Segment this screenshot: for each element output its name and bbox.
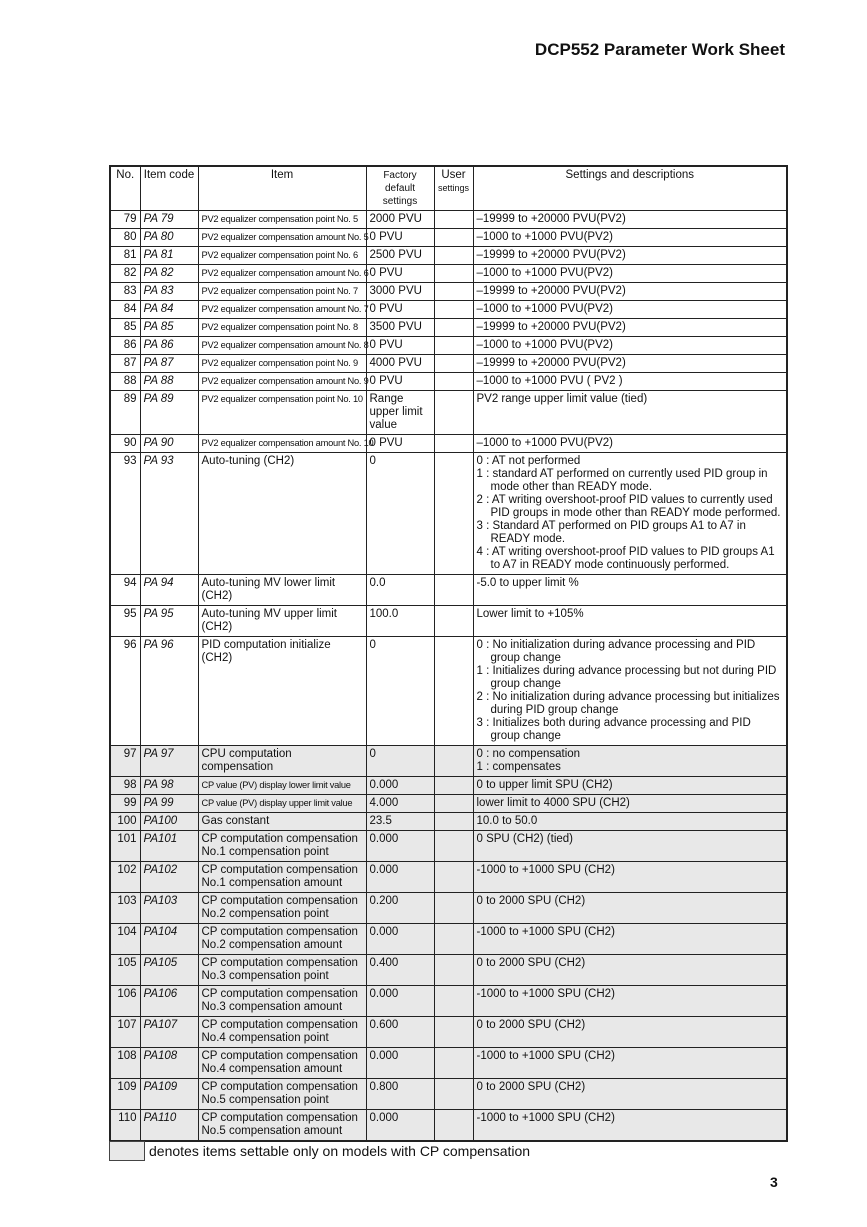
row-factory-default: 0 [366, 637, 434, 746]
row-factory-default: 0 PVU [366, 301, 434, 319]
row-factory-default: 0.000 [366, 924, 434, 955]
settings-line: –19999 to +20000 PVU(PV2) [476, 213, 626, 225]
table-row [110, 355, 787, 373]
row-settings-description [473, 831, 787, 862]
settings-line: –1000 to +1000 PVU(PV2) [476, 267, 613, 279]
row-factory-default: 0.000 [366, 1048, 434, 1079]
row-number: 108 [110, 1048, 140, 1079]
settings-line: 0 : no compensation [476, 748, 581, 760]
row-number: 98 [110, 777, 140, 795]
row-factory-default: 3000 PVU [366, 283, 434, 301]
settings-line: PV2 range upper limit value (tied) [476, 393, 648, 405]
settings-line: –1000 to +1000 PVU ( PV2 ) [476, 375, 623, 387]
table-row [110, 777, 787, 795]
legend-swatch [109, 1141, 145, 1161]
row-item-name: PV2 equalizer compensation point No. 6 [198, 247, 366, 265]
settings-line: 2 : AT writing overshoot-proof PID values to currently used PID groups in mode other than READY mode performed. [476, 494, 781, 519]
row-item-name: Auto-tuning (CH2) [198, 453, 366, 575]
row-item-code: PA101 [140, 831, 198, 862]
row-number: 81 [110, 247, 140, 265]
row-number: 84 [110, 301, 140, 319]
row-factory-default: 0 [366, 453, 434, 575]
page-title: DCP552 Parameter Work Sheet [534, 40, 785, 59]
settings-line: 1 : standard AT performed on currently used PID group in mode other than READY mode. [476, 468, 768, 493]
row-number: 106 [110, 986, 140, 1017]
row-factory-default: 0 PVU [366, 265, 434, 283]
table-row [110, 831, 787, 862]
table-row [110, 319, 787, 337]
table-row [110, 211, 787, 229]
table-row [110, 575, 787, 606]
page-number: 3 [770, 1174, 778, 1190]
header-settings-descriptions: Settings and descriptions [473, 166, 787, 211]
row-settings-description [473, 606, 787, 637]
table-row [110, 1017, 787, 1048]
row-number: 100 [110, 813, 140, 831]
row-item-name: Auto-tuning MV lower limit (CH2) [198, 575, 366, 606]
settings-line: 0 to 2000 SPU (CH2) [476, 957, 586, 969]
header-user-word: User [441, 169, 466, 181]
row-number: 94 [110, 575, 140, 606]
row-user-setting-field[interactable] [434, 606, 473, 637]
row-settings-description [473, 247, 787, 265]
row-factory-default: 100.0 [366, 606, 434, 637]
row-number: 96 [110, 637, 140, 746]
row-item-name: PV2 equalizer compensation amount No. 5 [198, 229, 366, 247]
row-factory-default: 0 PVU [366, 337, 434, 355]
settings-line: -1000 to +1000 SPU (CH2) [476, 926, 615, 938]
header-factory-default: Factory default settings [366, 166, 434, 211]
row-factory-default: 0 PVU [366, 373, 434, 391]
row-user-setting-field[interactable] [434, 283, 473, 301]
row-user-setting-field[interactable] [434, 301, 473, 319]
row-settings-description [473, 355, 787, 373]
row-item-code: PA 95 [140, 606, 198, 637]
row-settings-description [473, 1048, 787, 1079]
row-item-code: PA109 [140, 1079, 198, 1110]
row-settings-description [473, 211, 787, 229]
row-number: 79 [110, 211, 140, 229]
table-row [110, 746, 787, 777]
row-item-name: CP value (PV) display upper limit value [198, 795, 366, 813]
header-no: No. [110, 166, 140, 211]
row-user-setting-field[interactable] [434, 955, 473, 986]
row-user-setting-field[interactable] [434, 1079, 473, 1110]
row-settings-description [473, 862, 787, 893]
row-item-code: PA106 [140, 986, 198, 1017]
row-number: 90 [110, 435, 140, 453]
row-item-name: CPU computation compensation [198, 746, 366, 777]
row-user-setting-field[interactable] [434, 893, 473, 924]
row-factory-default: 0 [366, 746, 434, 777]
row-user-setting-field[interactable] [434, 831, 473, 862]
row-user-setting-field[interactable] [434, 924, 473, 955]
row-factory-default: 0 PVU [366, 229, 434, 247]
table-body [110, 211, 787, 1142]
row-item-code: PA104 [140, 924, 198, 955]
row-number: 87 [110, 355, 140, 373]
row-settings-description [473, 986, 787, 1017]
header-user-settings-label [438, 169, 469, 194]
row-item-name: PV2 equalizer compensation amount No. 8 [198, 337, 366, 355]
row-user-setting-field[interactable] [434, 795, 473, 813]
row-user-setting-field[interactable] [434, 777, 473, 795]
row-item-code: PA 94 [140, 575, 198, 606]
row-item-name: Gas constant [198, 813, 366, 831]
row-factory-default: 0.800 [366, 1079, 434, 1110]
row-number: 80 [110, 229, 140, 247]
settings-line: 0 to upper limit SPU (CH2) [476, 779, 613, 791]
table-row [110, 301, 787, 319]
row-item-name: PID computation initialize (CH2) [198, 637, 366, 746]
table-header-row [110, 166, 787, 211]
settings-line: 1 : Initializes during advance processing but not during PID group change [476, 665, 777, 690]
row-number: 103 [110, 893, 140, 924]
settings-line: -5.0 to upper limit % [476, 577, 579, 589]
row-settings-description [473, 777, 787, 795]
row-factory-default: 23.5 [366, 813, 434, 831]
settings-line: –1000 to +1000 PVU(PV2) [476, 303, 613, 315]
settings-line: 10.0 to 50.0 [476, 815, 538, 827]
table-row [110, 924, 787, 955]
row-item-name: PV2 equalizer compensation point No. 8 [198, 319, 366, 337]
parameter-table [109, 165, 788, 1142]
row-item-name: CP computation compensation No.4 compensation amount [198, 1048, 366, 1079]
row-item-name: PV2 equalizer compensation point No. 5 [198, 211, 366, 229]
row-user-setting-field[interactable] [434, 355, 473, 373]
row-factory-default: 0 PVU [366, 435, 434, 453]
row-factory-default: 0.600 [366, 1017, 434, 1048]
row-number: 109 [110, 1079, 140, 1110]
settings-line: –19999 to +20000 PVU(PV2) [476, 285, 626, 297]
table-row [110, 862, 787, 893]
row-user-setting-field[interactable] [434, 391, 473, 435]
settings-line: 0 SPU (CH2) (tied) [476, 833, 573, 845]
row-item-name: CP computation compensation No.5 compensation point [198, 1079, 366, 1110]
row-item-code: PA 99 [140, 795, 198, 813]
table-row [110, 435, 787, 453]
settings-line: Lower limit to +105% [476, 608, 584, 620]
row-user-setting-field[interactable] [434, 453, 473, 575]
row-number: 101 [110, 831, 140, 862]
row-item-code: PA 80 [140, 229, 198, 247]
table-row [110, 373, 787, 391]
table-row [110, 813, 787, 831]
row-settings-description [473, 373, 787, 391]
row-item-code: PA 96 [140, 637, 198, 746]
row-user-setting-field[interactable] [434, 247, 473, 265]
row-number: 95 [110, 606, 140, 637]
row-item-code: PA 90 [140, 435, 198, 453]
settings-line: -1000 to +1000 SPU (CH2) [476, 1112, 615, 1124]
row-item-name: Auto-tuning MV upper limit (CH2) [198, 606, 366, 637]
table-row [110, 606, 787, 637]
row-factory-default: 0.000 [366, 777, 434, 795]
row-item-name: CP computation compensation No.3 compensation point [198, 955, 366, 986]
row-item-code: PA 83 [140, 283, 198, 301]
row-number: 83 [110, 283, 140, 301]
row-item-code: PA108 [140, 1048, 198, 1079]
row-item-name: CP computation compensation No.2 compensation amount [198, 924, 366, 955]
row-user-setting-field[interactable] [434, 373, 473, 391]
row-settings-description [473, 435, 787, 453]
row-settings-description [473, 924, 787, 955]
row-item-code: PA 86 [140, 337, 198, 355]
row-user-setting-field[interactable] [434, 229, 473, 247]
row-factory-default: 0.400 [366, 955, 434, 986]
settings-line: 0 to 2000 SPU (CH2) [476, 895, 586, 907]
table-row [110, 391, 787, 435]
table-row [110, 229, 787, 247]
row-factory-default: 0.000 [366, 831, 434, 862]
table-row [110, 795, 787, 813]
row-settings-description [473, 813, 787, 831]
row-user-setting-field[interactable] [434, 746, 473, 777]
table-row [110, 1110, 787, 1142]
row-number: 102 [110, 862, 140, 893]
row-number: 105 [110, 955, 140, 986]
table-row [110, 247, 787, 265]
row-number: 89 [110, 391, 140, 435]
settings-line: –1000 to +1000 PVU(PV2) [476, 339, 613, 351]
settings-line: –19999 to +20000 PVU(PV2) [476, 321, 626, 333]
row-settings-description [473, 1110, 787, 1142]
row-item-name: PV2 equalizer compensation amount No. 7 [198, 301, 366, 319]
settings-line: 1 : compensates [476, 761, 561, 773]
settings-line: –1000 to +1000 PVU(PV2) [476, 437, 613, 449]
row-item-code: PA100 [140, 813, 198, 831]
row-item-code: PA105 [140, 955, 198, 986]
row-item-code: PA 88 [140, 373, 198, 391]
row-factory-default: 3500 PVU [366, 319, 434, 337]
row-item-name: CP computation compensation No.2 compensation point [198, 893, 366, 924]
row-item-name: CP computation compensation No.1 compensation point [198, 831, 366, 862]
row-settings-description [473, 301, 787, 319]
row-settings-description [473, 229, 787, 247]
row-number: 104 [110, 924, 140, 955]
table-row [110, 955, 787, 986]
row-item-code: PA110 [140, 1110, 198, 1142]
row-user-setting-field[interactable] [434, 813, 473, 831]
row-number: 110 [110, 1110, 140, 1142]
row-user-setting-field[interactable] [434, 637, 473, 746]
row-user-setting-field[interactable] [434, 575, 473, 606]
row-user-setting-field[interactable] [434, 986, 473, 1017]
row-settings-description [473, 391, 787, 435]
row-settings-description [473, 265, 787, 283]
table-row [110, 637, 787, 746]
header-item: Item [198, 166, 366, 211]
row-item-name: CP computation compensation No.5 compensation amount [198, 1110, 366, 1142]
legend-text: denotes items settable only on models with CP compensation [149, 1143, 531, 1159]
row-item-code: PA 84 [140, 301, 198, 319]
row-number: 99 [110, 795, 140, 813]
row-factory-default: 4000 PVU [366, 355, 434, 373]
row-user-setting-field[interactable] [434, 211, 473, 229]
row-settings-description [473, 893, 787, 924]
row-settings-description [473, 337, 787, 355]
row-number: 86 [110, 337, 140, 355]
row-number: 88 [110, 373, 140, 391]
settings-line: –19999 to +20000 PVU(PV2) [476, 357, 626, 369]
row-item-name: PV2 equalizer compensation amount No. 10 [198, 435, 366, 453]
settings-line: 3 : Initializes both during advance processing and PID group change [476, 717, 751, 742]
table-row [110, 453, 787, 575]
settings-line: –1000 to +1000 PVU(PV2) [476, 231, 613, 243]
row-settings-description [473, 575, 787, 606]
row-item-code: PA 98 [140, 777, 198, 795]
row-item-name: PV2 equalizer compensation amount No. 6 [198, 265, 366, 283]
row-item-code: PA 87 [140, 355, 198, 373]
row-item-code: PA 97 [140, 746, 198, 777]
row-settings-description [473, 1017, 787, 1048]
row-factory-default: 0.0 [366, 575, 434, 606]
row-user-setting-field[interactable] [434, 1017, 473, 1048]
row-item-code: PA 93 [140, 453, 198, 575]
row-factory-default: 4.000 [366, 795, 434, 813]
settings-line: –19999 to +20000 PVU(PV2) [476, 249, 626, 261]
settings-line: -1000 to +1000 SPU (CH2) [476, 1050, 615, 1062]
row-item-name: CP computation compensation No.3 compensation amount [198, 986, 366, 1017]
row-number: 82 [110, 265, 140, 283]
row-user-setting-field[interactable] [434, 265, 473, 283]
row-item-code: PA 81 [140, 247, 198, 265]
header-item-code: Item code [140, 166, 198, 211]
row-settings-description [473, 319, 787, 337]
table-row [110, 893, 787, 924]
header-user-settings [434, 166, 473, 211]
table-row [110, 283, 787, 301]
row-item-name: PV2 equalizer compensation amount No. 9 [198, 373, 366, 391]
table-row [110, 265, 787, 283]
row-item-name: PV2 equalizer compensation point No. 7 [198, 283, 366, 301]
settings-line: lower limit to 4000 SPU (CH2) [476, 797, 630, 809]
row-settings-description [473, 1079, 787, 1110]
row-settings-description [473, 453, 787, 575]
row-user-setting-field[interactable] [434, 337, 473, 355]
row-user-setting-field[interactable] [434, 862, 473, 893]
row-factory-default: 2500 PVU [366, 247, 434, 265]
row-user-setting-field[interactable] [434, 435, 473, 453]
row-item-code: PA 85 [140, 319, 198, 337]
row-item-code: PA 89 [140, 391, 198, 435]
table-row [110, 337, 787, 355]
settings-line: 2 : No initialization during advance processing but initializes during PID group change [476, 691, 780, 716]
header-settings-word: settings [437, 183, 470, 193]
row-factory-default: 2000 PVU [366, 211, 434, 229]
row-user-setting-field[interactable] [434, 319, 473, 337]
row-factory-default: 0.000 [366, 862, 434, 893]
row-item-name: PV2 equalizer compensation point No. 10 [198, 391, 366, 435]
row-factory-default: 0.000 [366, 1110, 434, 1142]
row-settings-description [473, 955, 787, 986]
settings-line: 4 : AT writing overshoot-proof PID values to PID groups A1 to A7 in READY mode continuously performed. [476, 546, 775, 571]
settings-line: 0 : AT not performed [476, 455, 581, 467]
legend [109, 1141, 530, 1161]
row-user-setting-field[interactable] [434, 1048, 473, 1079]
row-number: 85 [110, 319, 140, 337]
row-item-code: PA103 [140, 893, 198, 924]
settings-line: 0 to 2000 SPU (CH2) [476, 1081, 586, 1093]
row-number: 97 [110, 746, 140, 777]
row-item-name: CP value (PV) display lower limit value [198, 777, 366, 795]
row-item-name: CP computation compensation No.1 compensation amount [198, 862, 366, 893]
settings-line: -1000 to +1000 SPU (CH2) [476, 864, 615, 876]
row-settings-description [473, 637, 787, 746]
settings-line: -1000 to +1000 SPU (CH2) [476, 988, 615, 1000]
settings-line: 0 : No initialization during advance processing and PID group change [476, 639, 756, 664]
row-settings-description [473, 795, 787, 813]
row-factory-default: 0.200 [366, 893, 434, 924]
row-user-setting-field[interactable] [434, 1110, 473, 1142]
settings-line: 0 to 2000 SPU (CH2) [476, 1019, 586, 1031]
table-row [110, 1079, 787, 1110]
table-row [110, 986, 787, 1017]
row-settings-description [473, 283, 787, 301]
settings-line: 3 : Standard AT performed on PID groups A1 to A7 in READY mode. [476, 520, 746, 545]
row-number: 107 [110, 1017, 140, 1048]
row-item-code: PA 79 [140, 211, 198, 229]
row-item-name: CP computation compensation No.4 compensation point [198, 1017, 366, 1048]
row-item-code: PA102 [140, 862, 198, 893]
row-settings-description [473, 746, 787, 777]
row-factory-default: 0.000 [366, 986, 434, 1017]
row-item-code: PA107 [140, 1017, 198, 1048]
row-factory-default: Range upper limit value [366, 391, 434, 435]
row-item-code: PA 82 [140, 265, 198, 283]
row-item-name: PV2 equalizer compensation point No. 9 [198, 355, 366, 373]
row-number: 93 [110, 453, 140, 575]
table-row [110, 1048, 787, 1079]
